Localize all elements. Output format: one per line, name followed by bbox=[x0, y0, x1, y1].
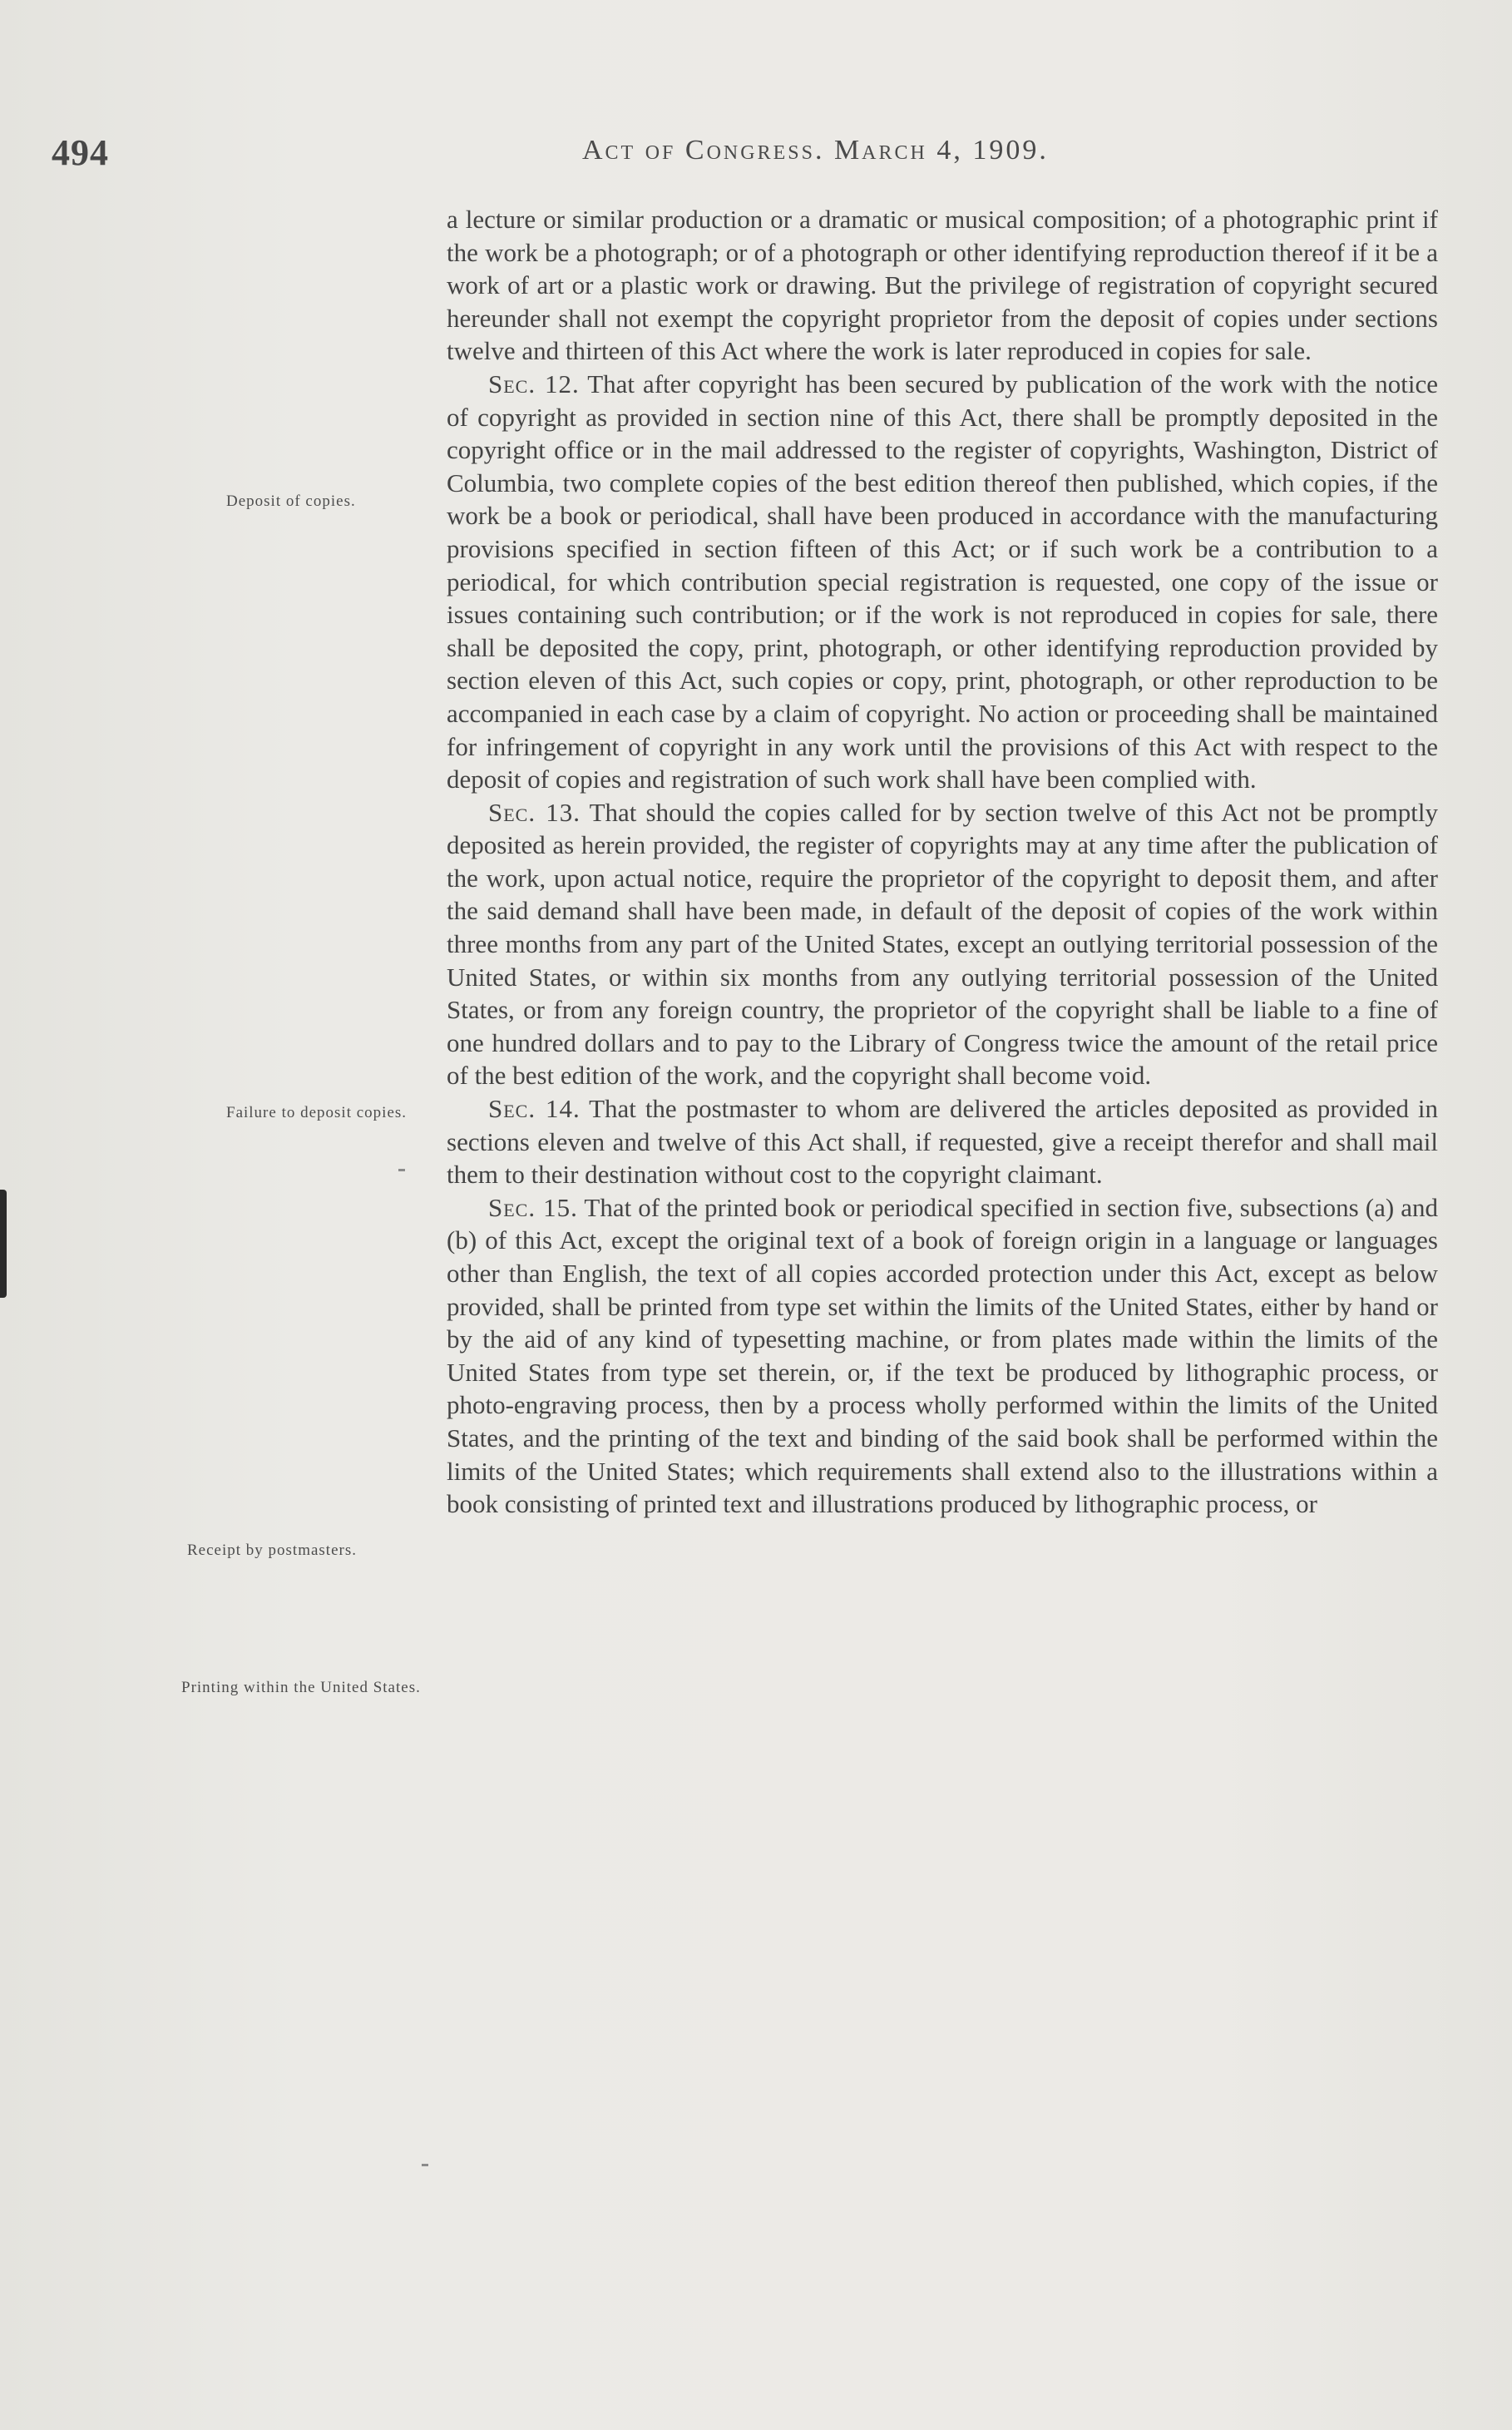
section-14-heading: Sec. 14. bbox=[488, 1094, 581, 1124]
margin-mark bbox=[398, 1169, 405, 1171]
sidenote-deposit-of-copies: Deposit of copies. bbox=[226, 492, 356, 510]
sidenote-receipt-by-postmasters: Receipt by postmasters. bbox=[187, 1542, 357, 1559]
section-13 bbox=[447, 796, 1438, 1092]
section-13-heading: Sec. 13. bbox=[488, 797, 581, 827]
section-14 bbox=[447, 1092, 1438, 1191]
sidenote-failure-to-deposit: Failure to deposit copies. bbox=[226, 1104, 408, 1121]
section-15-heading: Sec. 15. bbox=[488, 1192, 578, 1222]
section-14-text: That the postmaster to whom are delivered the articles deposited as provided in sections eleven and twelve of this Act shall, if requested, give a receipt therefor and shall mail them to their destination without cost to the copyright claimant. bbox=[447, 1094, 1438, 1190]
body-text bbox=[447, 203, 1438, 1521]
section-12 bbox=[447, 368, 1438, 796]
section-12-text: That after copyright has been secured by publication of the work with the notice of copyright as provided in section nine of this Act, there shall be promptly deposited in the copyright office or in the mail addressed to the register of copyrights, Washington, District of Columbia, two complete copies of the best edition thereof then published, which copies, if the work be a book or periodical, shall have been produced in accordance with the manufacturing provisions specified in section fifteen of this Act; or if such work be a contribution to a periodical, for which contribution special registration is requested, one copy of the issue or issues containing such contribution; or if the work is not reproduced in copies for sale, there shall be deposited the copy, print, photograph, or other identifying reproduction provided by section eleven of this Act, such copies or copy, print, photograph, or other reproduction to be accompanied in each case by a claim of copyright. No action or proceeding shall be maintained for infringement of copyright in any work until the provisions of this Act with respect to the deposit of copies and registration of such work shall have been complied with. bbox=[447, 369, 1438, 794]
running-head: Act of Congress. March 4, 1909. bbox=[582, 135, 1049, 166]
page-number: 494 bbox=[52, 132, 109, 173]
section-15-text: That of the printed book or periodical specified in section five, subsections (a) and (b) of this Act, except the original text of a book of foreign origin in a language or languages other than English, the text of all copies accorded protection under this Act, except as below provided, shall be printed from type set within the limits of the United States, either by hand or by the aid of any kind of typesetting machine, or from plates made within the limits of the United States from type set therein, or, if the text be produced by lithographic process, or photo-engraving process, then by a process wholly performed within the limits of the United States, and the printing of the text and binding of the said book shall be performed within the limits of the United States; which requirements shall extend also to the illustrations within a book consisting of printed text and illustrations produced by lithographic process, or bbox=[447, 1192, 1438, 1519]
section-15 bbox=[447, 1191, 1438, 1521]
paragraph-continuation: a lecture or similar production or a dramatic or musical composition; of a photographic print if the work be a photograph; or of a photograph or other identifying reproduction thereof if it be a work of art or a plastic work or drawing. But the privilege of registration of copyright secured hereunder shall not exempt the copyright proprietor from the deposit of copies under sections twelve and thirteen of this Act where the work is later reproduced in copies for sale. bbox=[447, 205, 1438, 366]
scan-edge-mark bbox=[0, 1190, 7, 1298]
sidenote-printing-within-united-states: Printing within the United States. bbox=[181, 1679, 421, 1696]
margin-mark bbox=[422, 2164, 428, 2166]
section-12-heading: Sec. 12. bbox=[488, 369, 580, 398]
section-13-text: That should the copies called for by section twelve of this Act not be promptly deposited as herein provided, the register of copyrights may at any time after the publication of the work, upon actual notice, require the proprietor of the copyright to deposit them, and after the said demand shall have been made, in default of the deposit of copies of the work within three months from any part of the United States, except an outlying territorial possession of the United States, or within six months from any outlying territorial possession of the United States, or from any foreign country, the proprietor of the copyright shall be liable to a fine of one hundred dollars and to pay to the Library of Congress twice the amount of the retail price of the best edition of the work, and the copyright shall become void. bbox=[447, 797, 1438, 1091]
